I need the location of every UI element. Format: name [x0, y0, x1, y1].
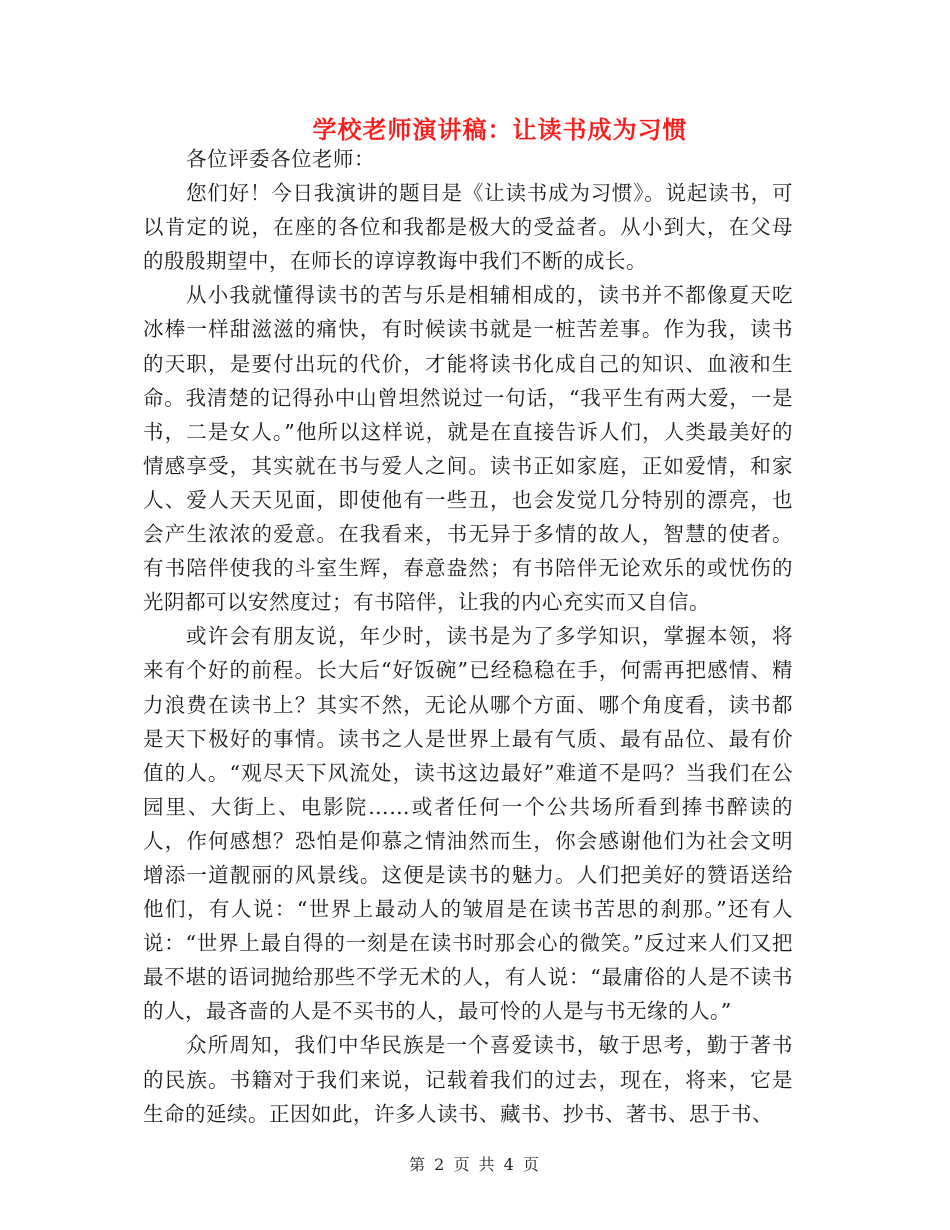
page-number-footer: 第 2 页 共 4 页 — [409, 1155, 541, 1174]
document-title: 学校老师演讲稿：让读书成为习惯 — [312, 115, 688, 144]
body-paragraph: 从小我就懂得读书的苦与乐是相辅相成的，读书并不都像夏天吃冰棒一样甜滋滋的痛快，有时候读书就是一桩苦差事。作为我，读书的天职，是要付出玩的代价，才能将读书化成自己的知识、血液和生命。我清楚的记得孙中山曾坦然说过一句话，“我平生有两大爱，一是书，二是女人。”他所以这样说，就是在直接告诉人们，人类最美好的情感享受，其实就在书与爱人之间。读书正如家庭，正如爱情，和家人、爱人天天见面，即使他有一些丑，也会发觉几分特别的漂亮，也会产生浓浓的爱意。在我看来，书无异于多情的故人，智慧的使者。有书陪伴使我的斗室生辉，春意盎然；有书陪伴无论欢乐的或忧伤的光阴都可以安然度过；有书陪伴，让我的内心充实而又自信。 — [143, 283, 793, 615]
salutation-paragraph: 各位评委各位老师： — [186, 147, 376, 171]
body-paragraph: 或许会有朋友说，年少时，读书是为了多学知识，掌握本领，将来有个好的前程。长大后“好饭碗”已经稳稳在手，何需再把感情、精力浪费在读书上？其实不然，无论从哪个方面、哪个角度看，读书都是天下极好的事情。读书之人是世界上最有气质、最有品位、最有价值的人。“观尽天下风流处，读书这边最好”难道不是吗？当我们在公园里、大街上、电影院……或者任何一个公共场所看到捧书醉读的人，作何感想？恐怕是仰慕之情油然而生，你会感谢他们为社会文明增添一道靓丽的风景线。这便是读书的魅力。人们把美好的赞语送给他们，有人说：“世界上最动人的皱眉是在读书苦思的刹那。”还有人说：“世界上最自得的一刻是在读书时那会心的微笑。”反过来人们又把最不堪的语词抛给那些不学无术的人，有人说：“最庸俗的人是不读书的人，最吝啬的人是不买书的人，最可怜的人是与书无缘的人。” — [143, 624, 793, 1024]
body-paragraph: 您们好！今日我演讲的题目是《让读书成为习惯》。说起读书，可以肯定的说，在座的各位和我都是极大的受益者。从小到大，在父母的殷殷期望中，在师长的谆谆教诲中我们不断的成长。 — [143, 181, 793, 274]
document-body — [143, 142, 793, 1131]
body-paragraph: 众所周知，我们中华民族是一个喜爱读书，敏于思考，勤于著书的民族。书籍对于我们来说，记载着我们的过去，现在，将来，它是生命的延续。正因如此，许多人读书、藏书、抄书、著书、思于书、 — [143, 1033, 793, 1126]
